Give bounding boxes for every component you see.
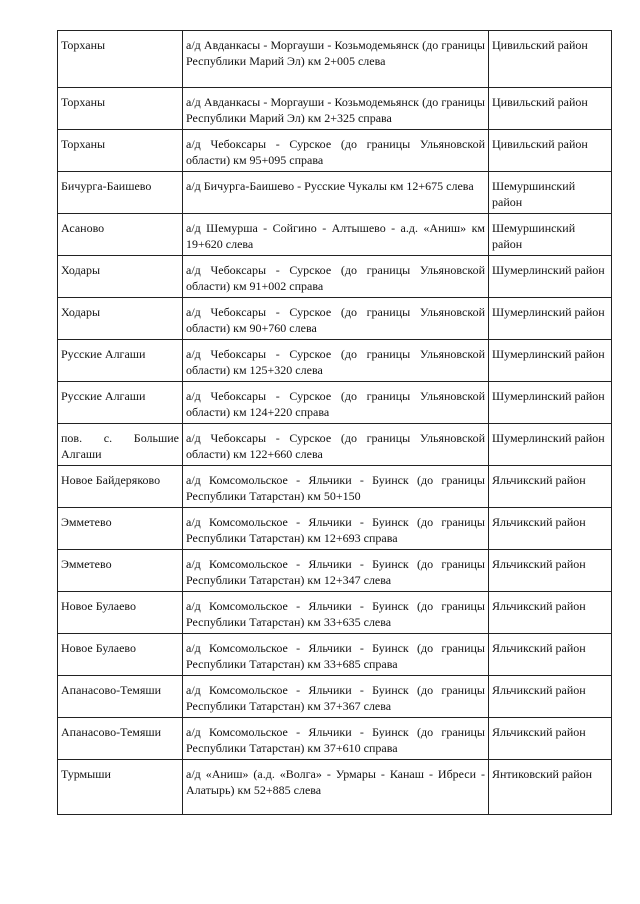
road-cell: а/д Чебоксары - Сурское (до границы Ульяновской области) км 124+220 справа: [183, 382, 489, 424]
table-row: [58, 550, 612, 592]
settlement-cell: Русские Алгаши: [58, 340, 183, 382]
district-cell: Шумерлинский район: [489, 382, 612, 424]
settlement-cell: Русские Алгаши: [58, 382, 183, 424]
road-cell: а/д Чебоксары - Сурское (до границы Ульяновской области) км 91+002 справа: [183, 256, 489, 298]
settlement-cell: Торханы: [58, 88, 183, 130]
district-cell: Яльчикский район: [489, 592, 612, 634]
settlement-cell: пов. с. Большие Алгаши: [58, 424, 183, 466]
table-row: [58, 340, 612, 382]
road-cell: а/д «Аниш» (а.д. «Волга» - Урмары - Канаш - Ибреси - Алатырь) км 52+885 слева: [183, 760, 489, 815]
settlement-cell: Новое Байдеряково: [58, 466, 183, 508]
table-row: [58, 508, 612, 550]
settlement-cell: Бичурга-Баишево: [58, 172, 183, 214]
table-row: [58, 256, 612, 298]
district-cell: Шумерлинский район: [489, 298, 612, 340]
district-cell: Цивильский район: [489, 130, 612, 172]
district-cell: Яльчикский район: [489, 718, 612, 760]
road-cell: а/д Чебоксары - Сурское (до границы Ульяновской области) км 122+660 слева: [183, 424, 489, 466]
road-cell: а/д Комсомольское - Яльчики - Буинск (до границы Республики Татарстан) км 12+693 справа: [183, 508, 489, 550]
road-cell: а/д Бичурга-Баишево - Русские Чукалы км 12+675 слева: [183, 172, 489, 214]
district-cell: Яльчикский район: [489, 634, 612, 676]
settlement-cell: Апанасово-Темяши: [58, 718, 183, 760]
table-row: [58, 214, 612, 256]
road-cell: а/д Комсомольское - Яльчики - Буинск (до границы Республики Татарстан) км 33+685 справа: [183, 634, 489, 676]
settlement-cell: Эмметево: [58, 550, 183, 592]
table-row: [58, 424, 612, 466]
district-cell: Шумерлинский район: [489, 256, 612, 298]
settlement-cell: Новое Булаево: [58, 592, 183, 634]
road-cell: а/д Чебоксары - Сурское (до границы Ульяновской области) км 90+760 слева: [183, 298, 489, 340]
road-cell: а/д Шемурша - Сойгино - Алтышево - а.д. «Аниш» км 19+620 слева: [183, 214, 489, 256]
district-cell: Цивильский район: [489, 88, 612, 130]
district-cell: Шумерлинский район: [489, 340, 612, 382]
road-cell: а/д Комсомольское - Яльчики - Буинск (до границы Республики Татарстан) км 12+347 слева: [183, 550, 489, 592]
road-stops-table: [57, 30, 612, 815]
district-cell: Шумерлинский район: [489, 424, 612, 466]
settlement-cell: Турмыши: [58, 760, 183, 815]
district-cell: Яльчикский район: [489, 508, 612, 550]
table-row: [58, 88, 612, 130]
table-row: [58, 298, 612, 340]
settlement-cell: Ходары: [58, 298, 183, 340]
table-row: [58, 760, 612, 815]
district-cell: Шемуршинский район: [489, 214, 612, 256]
table-row: [58, 382, 612, 424]
district-cell: Янтиковский район: [489, 760, 612, 815]
table-row: [58, 130, 612, 172]
settlement-cell: Торханы: [58, 31, 183, 88]
road-cell: а/д Авданкасы - Моргауши - Козьмодемьянск (до границы Республики Марий Эл) км 2+005 слева: [183, 31, 489, 88]
road-cell: а/д Комсомольское - Яльчики - Буинск (до границы Республики Татарстан) км 33+635 слева: [183, 592, 489, 634]
settlement-cell: Асаново: [58, 214, 183, 256]
district-cell: Шемуршинский район: [489, 172, 612, 214]
road-cell: а/д Комсомольское - Яльчики - Буинск (до границы Республики Татарстан) км 37+367 слева: [183, 676, 489, 718]
table-row: [58, 172, 612, 214]
road-cell: а/д Авданкасы - Моргауши - Козьмодемьянск (до границы Республики Марий Эл) км 2+325 справа: [183, 88, 489, 130]
table-row: [58, 718, 612, 760]
settlement-cell: Новое Булаево: [58, 634, 183, 676]
road-cell: а/д Комсомольское - Яльчики - Буинск (до границы Республики Татарстан) км 37+610 справа: [183, 718, 489, 760]
settlement-cell: Торханы: [58, 130, 183, 172]
table-row: [58, 634, 612, 676]
settlement-cell: Эмметево: [58, 508, 183, 550]
table-row: [58, 592, 612, 634]
district-cell: Яльчикский район: [489, 676, 612, 718]
road-cell: а/д Чебоксары - Сурское (до границы Ульяновской области) км 125+320 слева: [183, 340, 489, 382]
district-cell: Яльчикский район: [489, 466, 612, 508]
district-cell: Цивильский район: [489, 31, 612, 88]
table-row: [58, 676, 612, 718]
road-cell: а/д Комсомольское - Яльчики - Буинск (до границы Республики Татарстан) км 50+150: [183, 466, 489, 508]
district-cell: Яльчикский район: [489, 550, 612, 592]
road-cell: а/д Чебоксары - Сурское (до границы Ульяновской области) км 95+095 справа: [183, 130, 489, 172]
settlement-cell: Апанасово-Темяши: [58, 676, 183, 718]
table-row: [58, 466, 612, 508]
table-row: [58, 31, 612, 88]
settlement-cell: Ходары: [58, 256, 183, 298]
